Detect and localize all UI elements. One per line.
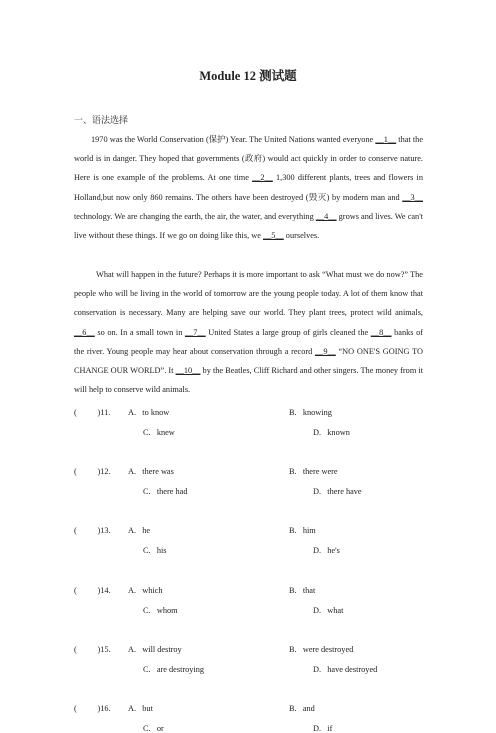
blank: __10__	[175, 366, 201, 376]
blank: __9__	[315, 346, 336, 356]
option-d: D. he's	[313, 546, 340, 556]
option-b: B. knowing	[289, 408, 332, 417]
passage-text: grows and lives. We can't live without these things. If we go on doing like this, we	[74, 211, 424, 241]
option-c: C. are destroying	[143, 664, 205, 674]
option-a: A. there was	[128, 467, 174, 477]
question-number[interactable]: ( )14.	[74, 585, 111, 595]
blank: __3__	[402, 192, 423, 202]
blank: __8__	[370, 327, 392, 337]
question-number[interactable]: ( )15.	[74, 644, 111, 654]
option-c: C. knew	[143, 428, 175, 437]
question-number[interactable]: ( )12.	[74, 467, 111, 477]
passage-text: banks of the river. Young people may hear about conservation through a record	[74, 327, 423, 356]
passage-text: 1,300 different plants, trees and flowers in Holland,but now only 860 remains. The others have been destroyed (毁灭) by modern man and	[74, 173, 423, 202]
passage-paragraph-1	[74, 130, 423, 245]
option-d: D. there have	[313, 487, 362, 497]
option-a: A. he	[128, 526, 151, 536]
passage-text: that the world is in danger. They hoped that governments (政府) would act quickly in order to conserve nature. Here is one example of the problems. At one time	[74, 135, 424, 183]
passage-text: ourselves.	[283, 231, 320, 241]
passage-text: so on. In a small town in	[94, 327, 185, 337]
option-d: D. have destroyed	[313, 664, 378, 674]
option-a: A. which	[128, 585, 163, 595]
option-b: B. that	[289, 585, 316, 595]
option-c: C. there had	[143, 487, 188, 497]
option-d: D. if	[313, 724, 333, 733]
passage-text: 1970 was the World Conservation (保护) Year. The United Nations wanted everyone	[91, 135, 376, 144]
passage-text: technology. We are changing the earth, the air, the water, and everything	[74, 211, 316, 221]
blank: __4__	[315, 211, 337, 221]
option-b: B. and	[289, 704, 315, 713]
passage-text: What will happen in the future? Perhaps it is more important to ask “What must we do now?” The people who will be living in the world of tomorrow are the young people today. A lot of them know that conservation is necessary. Many are helping save our world. They plant trees, protect wild animals,	[74, 270, 423, 318]
option-c: C. or	[143, 724, 164, 733]
option-b: B. were destroyed	[289, 644, 354, 654]
passage-text: “NO ONE'S GOING TO CHANGE OUR WORLD”. It	[74, 346, 423, 376]
option-b: B. there were	[289, 467, 338, 477]
page-title: Module 12 测试题	[199, 69, 297, 83]
option-b: B. him	[289, 526, 316, 536]
option-d: D. known	[313, 428, 350, 437]
option-d: D. what	[313, 605, 344, 615]
blank: __7__	[184, 327, 206, 337]
question-number[interactable]: ( )16.	[74, 704, 111, 713]
blank: __2__	[252, 173, 273, 183]
question-number[interactable]: ( )11.	[74, 408, 111, 417]
option-a: A. but	[128, 704, 153, 713]
blank: __6__	[74, 327, 95, 337]
option-c: C. his	[143, 546, 167, 556]
option-a: A. will destroy	[128, 644, 182, 654]
option-c: C. whom	[143, 605, 178, 615]
blank: __1__	[375, 135, 397, 144]
blank: __5__	[262, 231, 284, 241]
option-a: A. to know	[128, 408, 170, 417]
passage-paragraph-2	[74, 265, 423, 399]
question-number[interactable]: ( )13.	[74, 526, 111, 536]
passage-text: United States a large group of girls cleaned the	[205, 327, 371, 337]
passage-text: by the Beatles, Cliff Richard and other singers. The money from it will help to conserve wild animals.	[74, 366, 423, 395]
section-heading: 一、语法选择	[74, 115, 129, 125]
